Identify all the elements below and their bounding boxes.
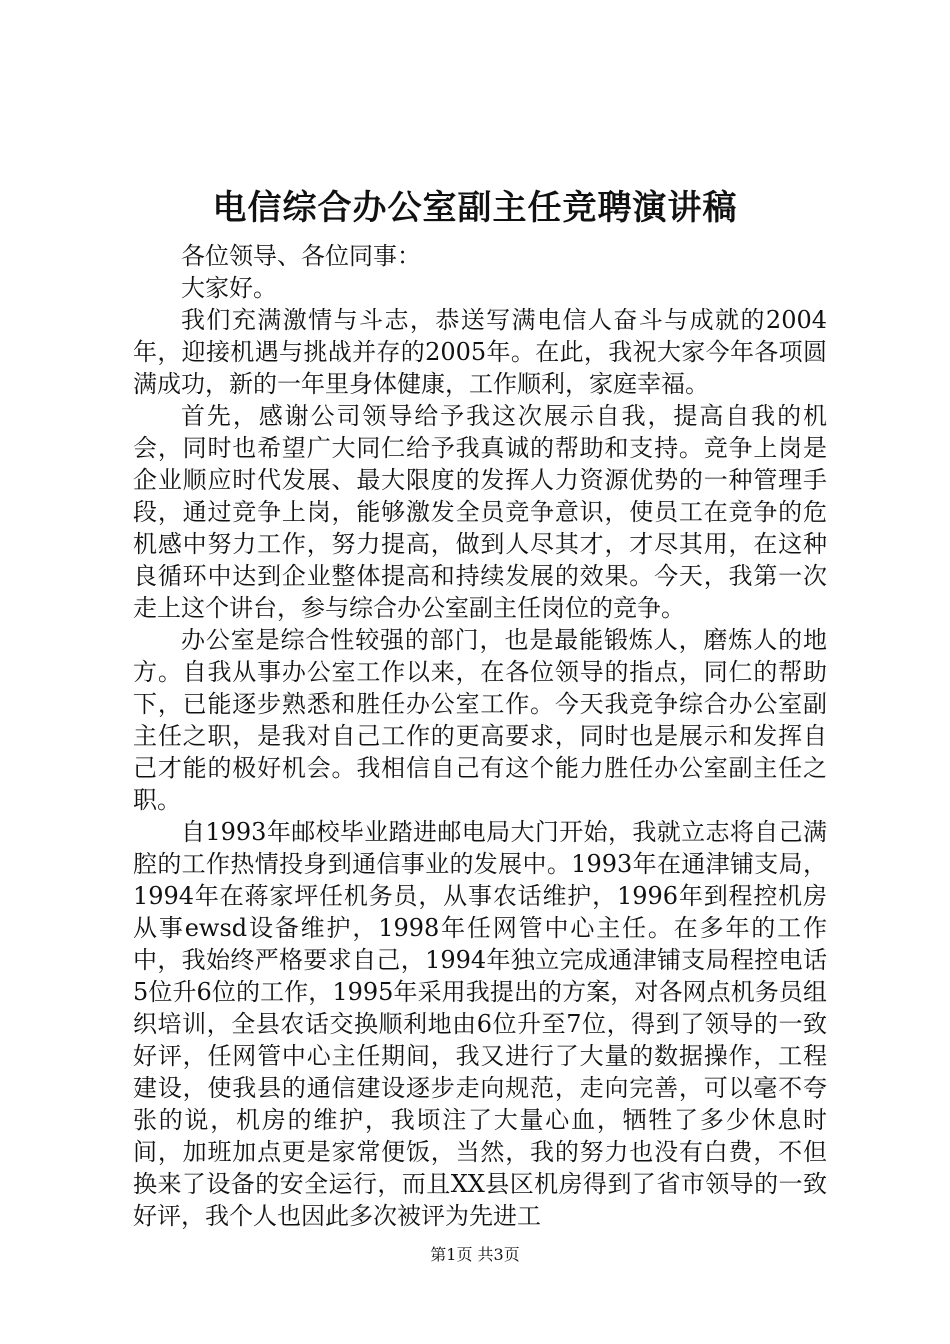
paragraph-new-year-wishes: 我们充满激情与斗志，恭送写满电信人奋斗与成就的2004年，迎接机遇与挑战并存的2005年。在此，我祝大家今年各项圆满成功，新的一年里身体健康，工作顺利，家庭幸福。 <box>133 306 827 398</box>
paragraph-thanks-competition: 首先，感谢公司领导给予我这次展示自我，提高自我的机会，同时也希望广大同仁给予我真诚的帮助和支持。竞争上岗是企业顺应时代发展、最大限度的发挥人力资源优势的一种管理手段，通过竞争上岗，能够激发全员竞争意识，使员工在竞争的危机感中努力工作，努力提高，做到人尽其才，才尽其用，在这种良循环中达到企业整体提高和持续发展的效果。今天，我第一次走上这个讲台，参与综合办公室副主任岗位的竞争。 <box>133 402 827 622</box>
paragraph-greeting: 大家好。 <box>181 274 277 302</box>
paragraph-salutation: 各位领导、各位同事： <box>181 242 421 270</box>
document-title: 电信综合办公室副主任竞聘演讲稿 <box>212 188 738 228</box>
paragraph-office-role: 办公室是综合性较强的部门，也是最能锻炼人，磨炼人的地方。自我从事办公室工作以来，在各位领导的指点，同仁的帮助下，已能逐步熟悉和胜任办公室工作。今天我竞争综合办公室副主任之职，是我对自己工作的更高要求，同时也是展示和发挥自己才能的极好机会。我相信自己有这个能力胜任办公室副主任之职。 <box>133 626 827 814</box>
paragraph-work-history: 自1993年邮校毕业踏进邮电局大门开始，我就立志将自己满腔的工作热情投身到通信事业的发展中。1993年在通津铺支局，1994年在蒋家坪任机务员，从事农话维护，1996年到程控机房从事ewsd设备维护，1998年任网管中心主任。在多年的工作中，我始终严格要求自己，1994年独立完成通津铺支局程控电话5位升6位的工作，1995年采用我提出的方案，对各网点机务员组织培训，全县农话交换顺利地由6位升至7位，得到了领导的一致好评，任网管中心主任期间，我又进行了大量的数据操作，工程建设，使我县的通信建设逐步走向规范，走向完善，可以毫不夸张的说，机房的维护，我顷注了大量心血，牺牲了多少休息时间，加班加点更是家常便饭，当然，我的努力也没有白费，不但换来了设备的安全运行，而且XX县区机房得到了省市领导的一致好评，我个人也因此多次被评为先进工 <box>133 818 827 1230</box>
page-number-footer: 第1页 共3页 <box>430 1245 520 1264</box>
document-body <box>133 240 827 1232</box>
